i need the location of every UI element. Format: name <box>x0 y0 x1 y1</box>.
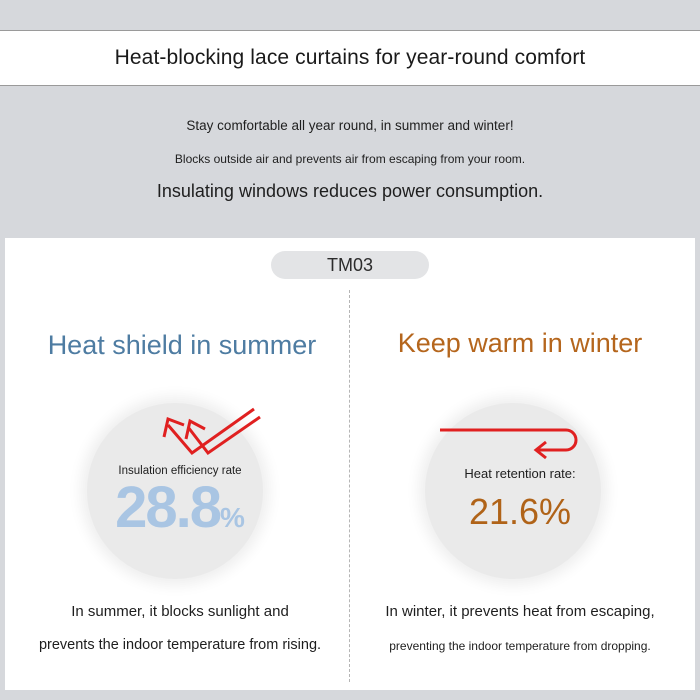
summer-rate <box>0 474 360 541</box>
page-title: Heat-blocking lace curtains for year-round comfort <box>114 46 586 69</box>
intro-line-1: Stay comfortable all year round, in summer and winter! <box>186 118 514 133</box>
summer-heading: Heat shield in summer <box>47 330 317 360</box>
intro-line-2: Blocks outside air and prevents air from escaping from your room. <box>174 152 526 166</box>
winter-heading: Keep warm in winter <box>397 328 643 358</box>
model-badge <box>271 251 429 279</box>
winter-rate-label: Heat retention rate: <box>464 466 576 481</box>
winter-caption-line-2: preventing the indoor temperature from dropping. <box>389 639 651 653</box>
summer-rate-value: 28.8 <box>115 475 220 540</box>
intro-line-3: Insulating windows reduces power consumption. <box>156 181 544 201</box>
summer-caption-line-2: prevents the indoor temperature from rising. <box>38 637 322 653</box>
summer-rate-unit: % <box>219 502 245 533</box>
reflect-arrows-icon <box>150 395 270 465</box>
summer-rate-label: Insulation efficiency rate <box>118 465 242 477</box>
winter-caption-line-1: In winter, it prevents heat from escaping, <box>385 603 655 620</box>
title-band <box>0 30 700 86</box>
model-label: TM03 <box>326 254 373 275</box>
summer-caption-line-1: In summer, it blocks sunlight and <box>71 603 289 620</box>
winter-rate-value: 21.6% <box>468 491 572 532</box>
return-arrow-icon <box>436 422 586 462</box>
